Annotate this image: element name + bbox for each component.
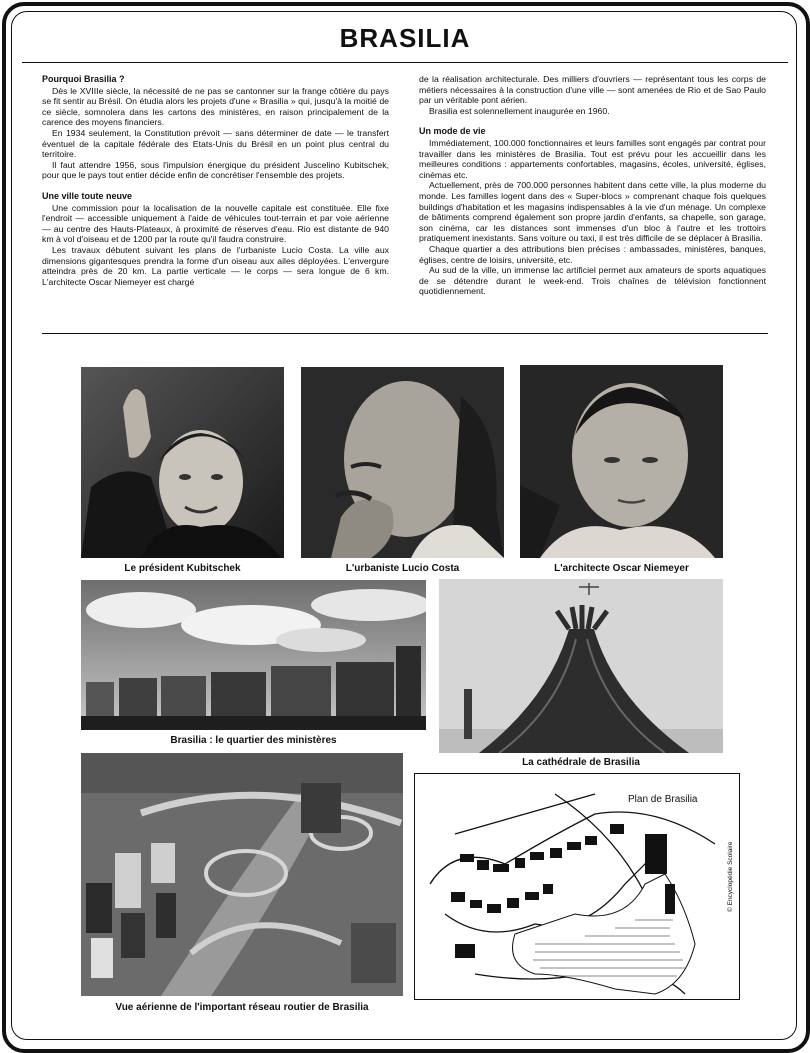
paragraph: Dès le XVIIIe siècle, la nécessité de ne pas se cantonner sur la frange côtière du pays se fit sentir au Brésil. On étudia alors les projets d'une « Brasilia » qui, jusqu'à la moitié de ce siècle, somnolera dans les cartons des ministères, en raison principalement de la carence des moyens financiers. — [42, 85, 389, 128]
section-heading-ville: Une ville toute neuve — [42, 190, 133, 201]
photo-cathedrale — [439, 579, 723, 753]
paragraph: Brasilia est solennellement inaugurée en 1960. — [429, 105, 610, 116]
title-bar — [22, 14, 788, 63]
photo-oscar-niemeyer — [520, 365, 723, 558]
caption-oscar-niemeyer: L'architecte Oscar Niemeyer — [554, 563, 689, 574]
section-heading-pourquoi: Pourquoi Brasilia ? — [42, 74, 125, 84]
caption-cathedrale: La cathédrale de Brasilia — [522, 757, 640, 768]
photo-kubitschek — [81, 367, 284, 558]
paragraph: Une commission pour la localisation de la nouvelle capitale est constituée. Elle fixe l'endroit — accessible uniquement à l'aide de véhicules tout-terrain et par voie aérienne — au centre des Hauts-Plateaux, à proximité de réserves d'eau. Rio est distante de 940 km à vol d'oiseau et de 1200 par la route qu'il faudra construire. — [42, 202, 389, 245]
paragraph: Il faut attendre 1956, sous l'impulsion énergique du président Juscelino Kubitschek, pour que le pays tout entier décide enfin de concrétiser l'ensemble des projets. — [42, 159, 389, 181]
caption-ministeres: Brasilia : le quartier des ministères — [170, 735, 337, 746]
section-heading-mode: Un mode de vie — [419, 126, 486, 137]
text-column-right — [419, 74, 766, 297]
photo-vue-aerienne — [81, 753, 403, 996]
paragraph: En 1934 seulement, la Constitution prévoit — sans déterminer de date — le transfert éventuel de la capitale fédérale des Etats-Unis du Brésil en un point plus central du territoire. — [42, 127, 389, 160]
paragraph: Les travaux débutent suivant les plans de l'urbaniste Lucio Costa. La ville aux dimensions gigantesques prendra la forme d'un oiseau aux ailes déployées. L'envergure atteindra près de 20 km. La partie verticale — le corps — sera longue de 6 km. L'architecte Oscar Niemeyer est chargé — [42, 244, 389, 287]
paragraph: Immédiatement, 100.000 fonctionnaires et leurs familles sont engagés par contrat pour travailler dans les ministères de Brasilia. Tout est prévu pour les accueillir dans les meilleures conditions : appartements confortables, magasins, écoles, université, églises, cinémas etc. — [419, 137, 766, 180]
page-title: BRASILIA — [339, 22, 471, 53]
photo-ministeres — [81, 580, 426, 730]
text-column-left — [42, 74, 389, 287]
section-divider — [42, 333, 768, 334]
map-plan-brasilia — [414, 773, 740, 1000]
caption-vue-aerienne: Vue aérienne de l'important réseau routier de Brasilia — [115, 1002, 369, 1013]
paragraph: Actuellement, près de 700.000 personnes habitent dans cette ville, la plus moderne du monde. Les familles logent dans des « Super-blocs » comprenant chaque fois quelques buildings d'habitation et les magasins indispensables à la vie d'un ménage. Un complexe de bâtiments comprend également son propre jardin d'enfants, sa chapelle, son garage, son cinéma, car les distances sont immenses d'un bloc à l'autre et les trottoirs pratiquement inexistants. Sans voiture ou taxi, il est très difficile de se déplacer à Brasilia. — [419, 180, 766, 244]
paragraph: Au sud de la ville, un immense lac artificiel permet aux amateurs de sports aquatiques de se détendre durant le week-end. Trois chaînes de télévision fonctionnent quotidiennement. — [419, 265, 766, 297]
caption-lucio-costa: L'urbaniste Lucio Costa — [345, 563, 460, 574]
caption-kubitschek: Le président Kubitschek — [124, 563, 241, 574]
map-title: Plan de Brasilia — [628, 794, 698, 805]
paragraph: Chaque quartier a des attributions bien précises : ambassades, ministères, banques, églises, centre de loisirs, université, etc. — [419, 243, 766, 265]
photo-lucio-costa — [301, 367, 504, 558]
paragraph: de la réalisation architecturale. Des milliers d'ouvriers — représentant tous les corps de métiers nécessaires à la construction d'une ville — sont amenées de Rio et de Sao Paulo par un véritable pont aérien. — [419, 74, 766, 106]
copyright-credit: © Encyclopédie Scolaire — [727, 841, 734, 912]
